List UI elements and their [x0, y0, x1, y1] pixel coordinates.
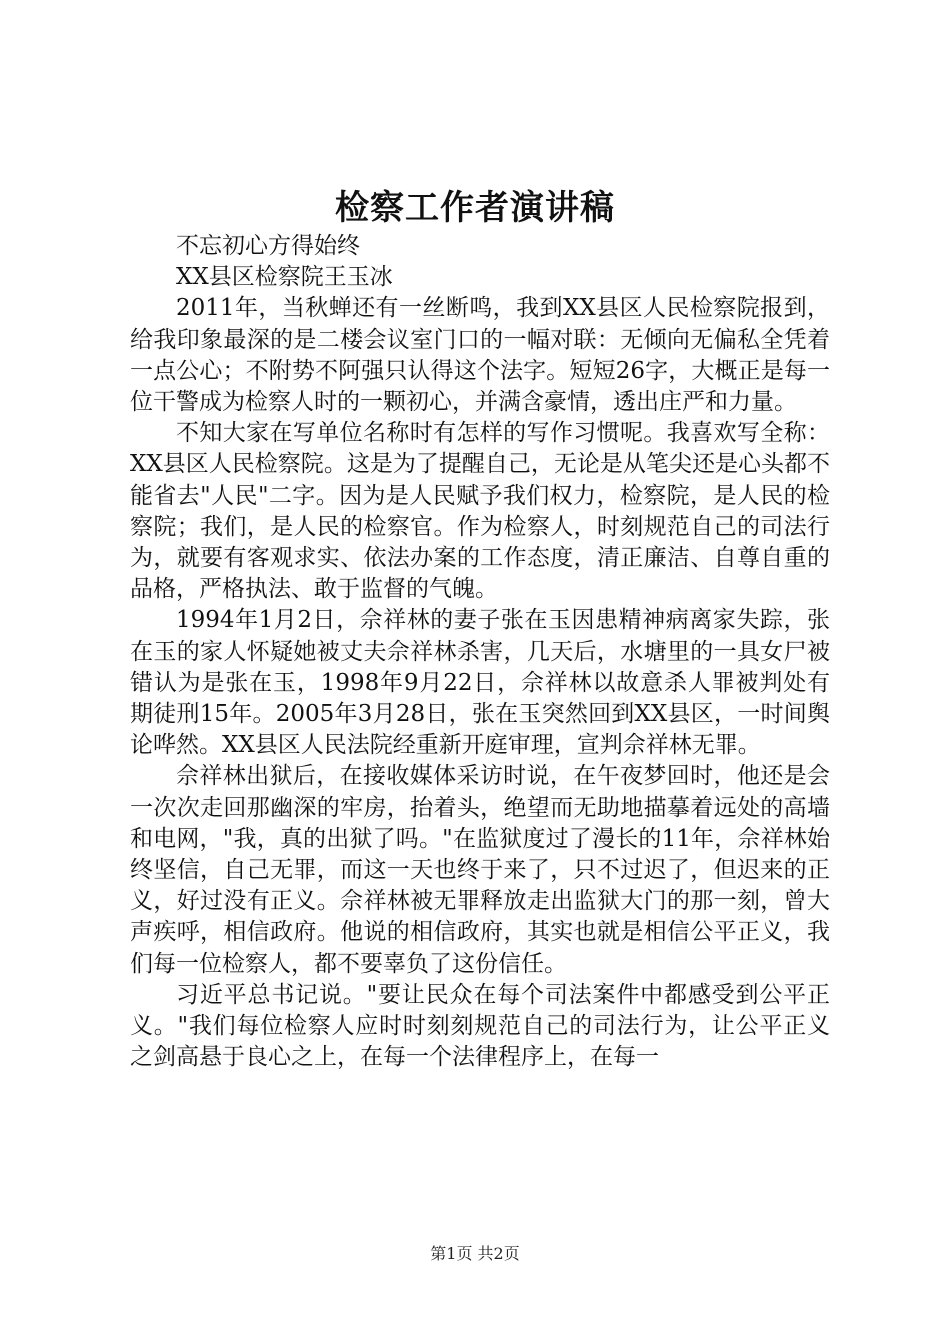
paragraph-3: 1994年1月2日，佘祥林的妻子张在玉因患精神病离家失踪，张在玉的家人怀疑她被丈夫佘祥林杀害，几天后，水塘里的一具女尸被错认为是张在玉，1998年9月22日，佘祥林以故意杀人罪被判处有期徒刑15年。2005年3月28日，张在玉突然回到XX县区，一时间舆论哗然。XX县区人民法院经重新开庭审理，宣判佘祥林无罪。	[130, 607, 830, 759]
paragraph-5: 习近平总书记说。"要让民众在每个司法案件中都感受到公平正义。"我们每位检察人应时时刻刻规范自己的司法行为，让公平正义之剑高悬于良心之上，在每一个法律程序上，在每一	[130, 981, 830, 1071]
subtitle-line: 不忘初心方得始终	[176, 233, 360, 259]
paragraph-1: 2011年，当秋蝉还有一丝断鸣，我到XX县区人民检察院报到，给我印象最深的是二楼会议室门口的一幅对联：无倾向无偏私全凭着一点公心；不附势不阿强只认得这个法字。短短26字，大概正是每一位干警成为检察人时的一颗初心，并满含豪情，透出庄严和力量。	[130, 295, 830, 416]
document-body	[130, 231, 830, 1073]
paragraph-4: 佘祥林出狱后，在接收媒体采访时说，在午夜梦回时，他还是会一次次走回那幽深的牢房，抬着头，绝望而无助地描摹着远处的高墙和电网，"我，真的出狱了吗。"在监狱度过了漫长的11年，佘祥林始终坚信，自己无罪，而这一天也终于来了，只不过迟了，但迟来的正义，好过没有正义。佘祥林被无罪释放走出监狱大门的那一刻，曾大声疾呼，相信政府。他说的相信政府，其实也就是相信公平正义，我们每一位检察人，都不要辜负了这份信任。	[130, 763, 830, 977]
page-footer: 第1页 共2页	[430, 1244, 520, 1263]
document-title: 检察工作者演讲稿	[335, 188, 615, 228]
paragraph-2: 不知大家在写单位名称时有怎样的写作习惯呢。我喜欢写全称：XX县区人民检察院。这是为了提醒自己，无论是从笔尖还是心头都不能省去"人民"二字。因为是人民赋予我们权力，检察院，是人民的检察院；我们，是人民的检察官。作为检察人，时刻规范自己的司法行为，就要有客观求实、依法办案的工作态度，清正廉洁、自尊自重的品格，严格执法、敢于监督的气魄。	[130, 420, 830, 603]
author-line: XX县区检察院王玉冰	[176, 264, 393, 291]
